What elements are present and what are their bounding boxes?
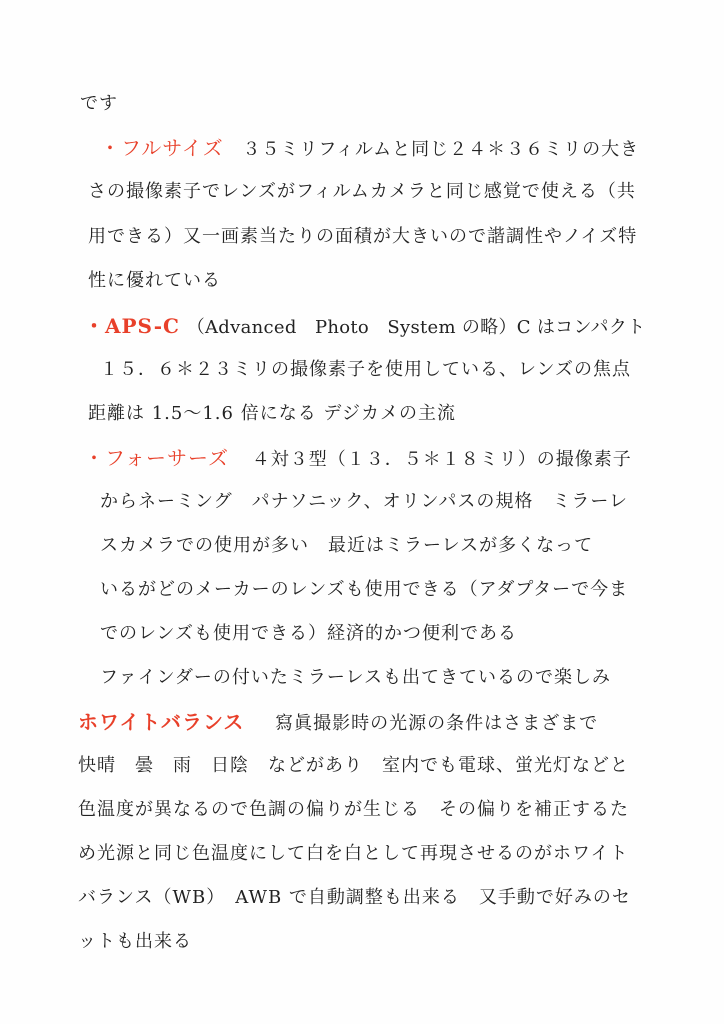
foursurs-heading: フォーサーズ [105, 446, 229, 470]
whitebalance-text-4: め光源と同じ色温度にして白を白として再現させるのがホワイト [78, 843, 629, 864]
fullsize-heading: フルサイズ [121, 136, 224, 160]
whitebalance-line-1 [78, 710, 598, 736]
whitebalance-text-1: 寫眞撮影時の光源の条件はさまざまで [275, 713, 599, 734]
foursurs-text-3: スカメラでの使用が多い 最近はミラーレスが多くなって [100, 535, 594, 556]
fullsize-text-1: ３５ミリフィルムと同じ２４＊３６ミリの大き [242, 139, 640, 160]
apsc-heading: APS-C [105, 314, 180, 338]
foursurs-text-1: ４対３型（１３．５＊１８ミリ）の撮像素子 [251, 449, 632, 470]
fullsize-text-4: 性に優れている [88, 270, 221, 291]
fullsize-text-3: 用できる）又一画素当たりの面積が大きいので諧調性やノイズ特 [88, 226, 638, 247]
whitebalance-text-3: 色温度が異なるので色調の偏りが生じる その偏りを補正するた [78, 799, 629, 820]
apsc-text-2: １５．６＊２３ミリの撮像素子を使用している、レンズの焦点 [100, 359, 632, 380]
apsc-line-1 [84, 314, 645, 340]
foursurs-text-4: いるがどのメーカーのレンズも使用できる（アダプターで今ま [100, 579, 629, 600]
foursurs-bullet: ・ [84, 446, 105, 470]
text-line-desu: です [80, 93, 118, 114]
fullsize-text-2: さの撮像素子でレンズがフィルムカメラと同じ感覚で使える（共 [88, 181, 636, 202]
whitebalance-heading: ホワイトバランス [78, 710, 245, 734]
foursurs-text-5: でのレンズも使用できる）経済的かつ便利である [100, 623, 518, 644]
fullsize-line-1 [100, 136, 639, 162]
finder-line: ファインダーの付いたミラーレスも出てきているので楽しみ [100, 667, 612, 688]
whitebalance-text-5: バランス（WB） AWB で自動調整も出来る 又手動で好みのセ [78, 887, 631, 908]
apsc-text-3: 距離は 1.5〜1.6 倍になる デジカメの主流 [88, 403, 457, 424]
apsc-bullet: ・ [84, 314, 105, 338]
foursurs-line-1 [84, 446, 632, 472]
whitebalance-text-2: 快晴 曇 雨 日陰 などがあり 室内でも電球、蛍光灯などと [78, 755, 629, 776]
foursurs-text-2: からネーミング パナソニック、オリンパスの規格 ミラーレ [100, 491, 629, 512]
fullsize-bullet: ・ [100, 136, 121, 160]
whitebalance-text-6: ットも出来る [78, 931, 192, 952]
apsc-text-1: （Advanced Photo System の略）C はコンパクト [186, 317, 646, 338]
